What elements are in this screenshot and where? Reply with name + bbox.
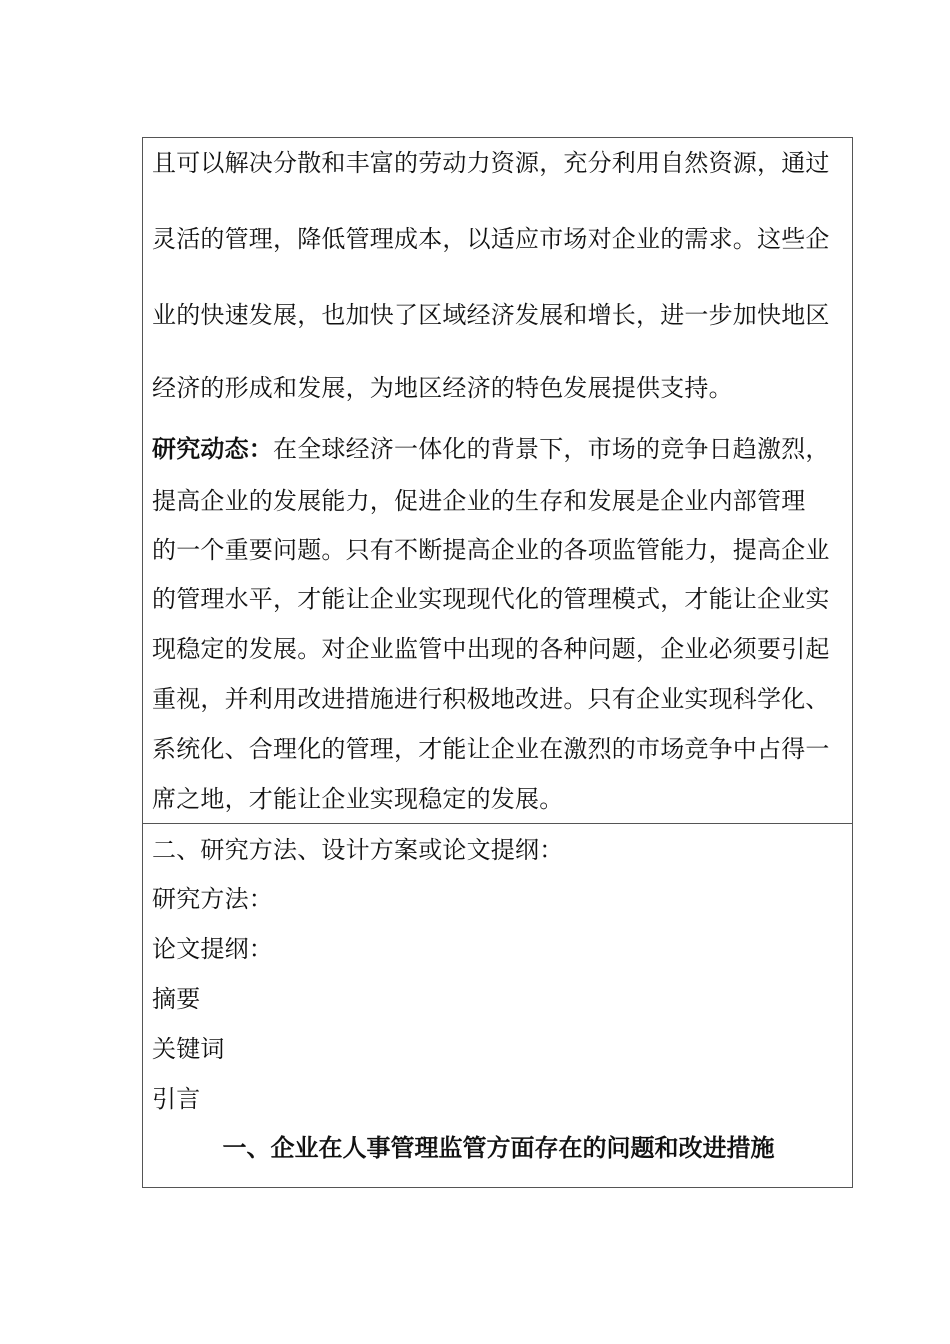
research-dynamics-first-line bbox=[152, 434, 844, 464]
proposal-table bbox=[142, 137, 853, 1188]
paragraph-line: 的管理水平，才能让企业实现现代化的管理模式，才能让企业实 bbox=[152, 585, 830, 613]
outline-item-abstract: 摘要 bbox=[152, 985, 201, 1013]
paragraph-line: 业的快速发展，也加快了区域经济发展和增长，进一步加快地区 bbox=[152, 301, 830, 329]
paragraph-line: 且可以解决分散和丰富的劳动力资源，充分利用自然资源，通过 bbox=[152, 149, 830, 177]
research-dynamics-label: 研究动态： bbox=[152, 434, 273, 463]
paragraph-line: 的一个重要问题。只有不断提高企业的各项监管能力，提高企业 bbox=[152, 536, 830, 564]
chapter-heading: 一、企业在人事管理监管方面存在的问题和改进措施 bbox=[222, 1133, 775, 1162]
paragraph-line: 现稳定的发展。对企业监管中出现的各种问题，企业必须要引起 bbox=[152, 635, 830, 663]
paragraph-line: 灵活的管理，降低管理成本，以适应市场对企业的需求。这些企 bbox=[152, 225, 830, 253]
outline-item-keywords: 关键词 bbox=[152, 1035, 225, 1063]
methods-outline-cell bbox=[143, 824, 852, 1187]
research-dynamics-text: 在全球经济一体化的背景下，市场的竞争日趋激烈， bbox=[273, 435, 830, 463]
section-title: 二、研究方法、设计方案或论文提纲： bbox=[152, 836, 564, 864]
outline-label: 论文提纲： bbox=[152, 935, 273, 963]
method-label: 研究方法： bbox=[152, 885, 273, 913]
paragraph-line: 系统化、合理化的管理，才能让企业在激烈的市场竞争中占得一 bbox=[152, 735, 830, 763]
outline-item-introduction: 引言 bbox=[152, 1085, 201, 1113]
paragraph-line: 经济的形成和发展，为地区经济的特色发展提供支持。 bbox=[152, 374, 733, 402]
paragraph-line: 提高企业的发展能力，促进企业的生存和发展是企业内部管理 bbox=[152, 487, 806, 515]
research-background-cell bbox=[143, 138, 852, 824]
paragraph-line: 重视，并利用改进措施进行积极地改进。只有企业实现科学化、 bbox=[152, 685, 830, 713]
paragraph-line: 席之地，才能让企业实现稳定的发展。 bbox=[152, 785, 564, 813]
